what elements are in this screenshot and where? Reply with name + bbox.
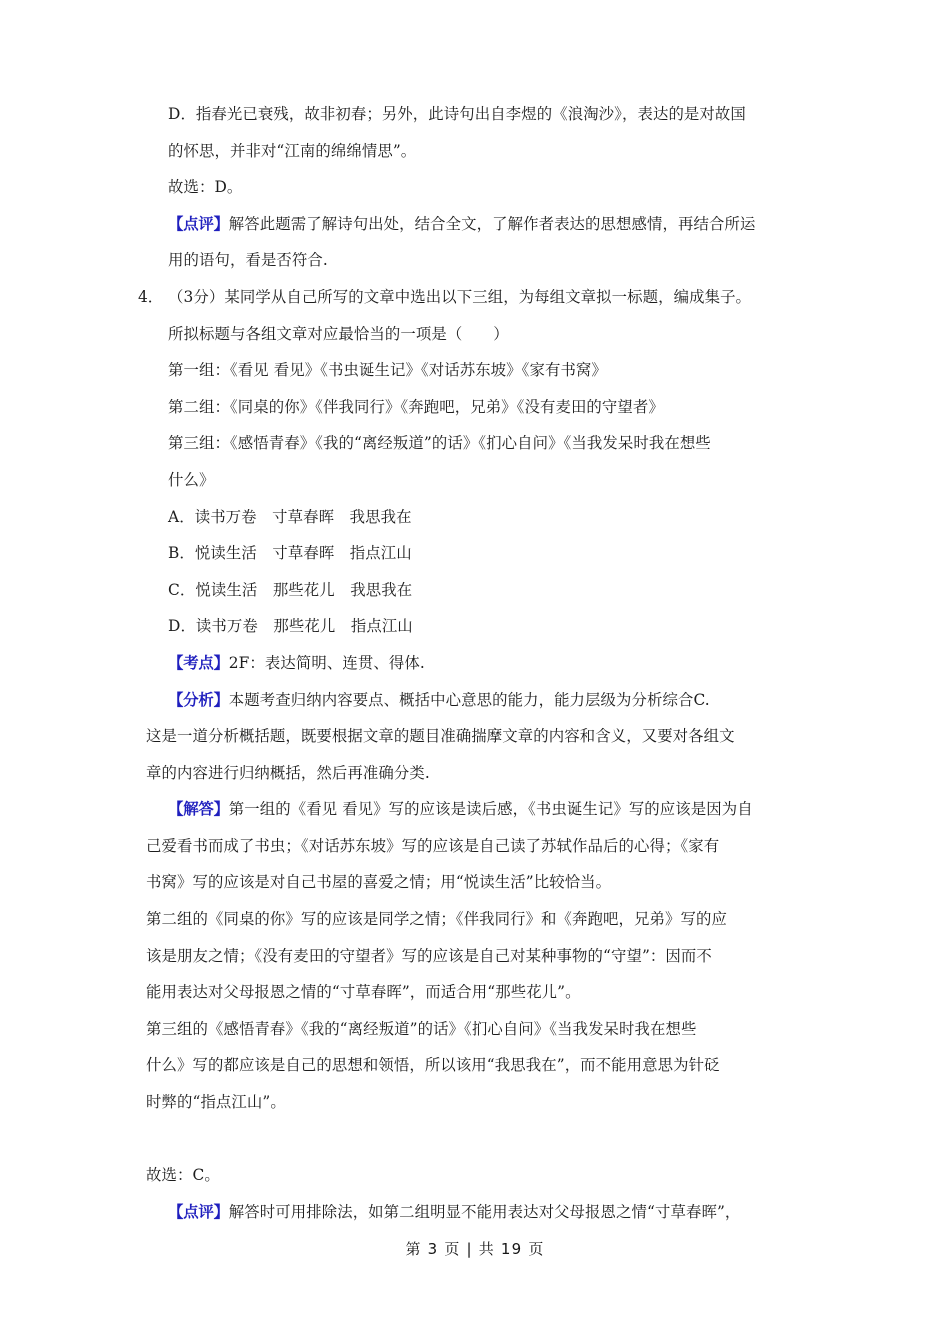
jieda-line7: 第三组的《感悟青春》《我的“离经叛道”的话》《扪心自问》《当我发呆时我在想些 [146,1019,697,1038]
fenxi-line3: 章的内容进行归纳概括，然后再准确分类. [146,763,430,782]
kaodian-tag: 【考点】 [168,653,229,672]
spacer [138,1121,814,1158]
question-4-group-2: 第二组：《同桌的你》《伴我同行》《奔跑吧，兄弟》《没有麦田的守望者》 [168,397,664,416]
question-4-group-3: 第三组：《感悟青春》《我的“离经叛道”的话》《扪心自问》《当我发呆时我在想些 [168,434,711,453]
jieda-line5: 该是朋友之情；《没有麦田的守望者》写的应该是自己对某种事物的“守望”：因而不 [146,946,712,965]
jieda-tag: 【解答】 [168,800,229,819]
comment-tag: 【点评】 [168,214,229,233]
q3-comment-text1: 解答此题需了解诗句出处，结合全文，了解作者表达的思想感情，再结合所运 [228,214,756,233]
kaodian-text: 2F：表达简明、连贯、得体. [228,653,425,672]
fenxi-line1 [138,682,814,719]
dianping-tag: 【点评】 [168,1202,229,1221]
q3-comment-line1 [138,206,814,243]
question-4-stem-line2: 所拟标题与各组文章对应最恰当的一项是（ ） [168,324,509,343]
q4-dianping-text1: 解答时可用排除法，如第二组明显不能用表达对父母报恩之情“寸草春晖”， [228,1202,741,1221]
jieda-line2: 己爱看书而成了书虫；《对话苏东坡》写的应该是自己读了苏轼作品后的心得；《家有 [146,836,720,855]
jieda-text1: 第一组的《看见 看见》写的应该是读后感，《书虫诞生记》写的应该是因为自 [228,800,753,819]
question-4-block [138,279,814,645]
question-4-option-c[interactable]: C．悦读生活 那些花儿 我思我在 [168,580,413,599]
q4-dianping-line1 [138,1194,814,1231]
jieda-line8: 什么》写的都应该是自己的思想和领悟，所以该用“我思我在”，而不能用意思为针砭 [146,1056,720,1075]
question-4-option-d[interactable]: D．读书万卷 那些花儿 指点江山 [168,617,413,636]
question-4-number: 4． [138,287,164,306]
q3-option-d-line1: D．指春光已衰残，故非初春；另外，此诗句出自李煜的《浪淘沙》，表达的是对故国 [168,105,746,123]
q3-comment-line2: 用的语句，看是否符合. [168,251,328,270]
q4-answer-line: 故选：C。 [146,1166,220,1185]
jieda-line6: 能用表达对父母报恩之情的“寸草春晖”，而适合用“那些花儿”。 [146,983,581,1002]
question-4-option-b[interactable]: B．悦读生活 寸草春晖 指点江山 [168,544,412,563]
jieda-line9: 时弊的“指点江山”。 [146,1093,286,1112]
fenxi-tag: 【分析】 [168,690,229,709]
document-content [138,96,814,1230]
q3-option-d-line2: 的怀思，并非对“江南的绵绵情思”。 [168,141,417,160]
question-4-option-a[interactable]: A．读书万卷 寸草春晖 我思我在 [168,507,412,526]
fenxi-line2: 这是一道分析概括题，既要根据文章的题目准确揣摩文章的内容和含义，又要对各组文 [146,727,735,746]
question-4-group-3-cont: 什么》 [168,470,215,489]
jieda-line1 [138,791,814,828]
fenxi-text1: 本题考查归纳内容要点、概括中心意思的能力，能力层级为分析综合C. [228,690,710,709]
question-4-stem-line1: （3分）某同学从自己所写的文章中选出以下三组，为每组文章拟一标题，编成集子。 [168,287,752,306]
q3-answer-line: 故选：D。 [168,178,243,197]
question-4-group-1: 第一组：《看见 看见》《书虫诞生记》《对话苏东坡》《家有书窝》 [168,361,607,380]
jieda-line3: 书窝》写的应该是对自己书屋的喜爱之情；用“悦读生活”比较恰当。 [146,873,612,892]
page-footer: 第 3 页 | 共 19 页 [405,1240,545,1258]
jieda-line4: 第二组的《同桌的你》写的应该是同学之情；《伴我同行》和《奔跑吧，兄弟》写的应 [146,910,727,929]
kaodian-line [138,645,814,682]
